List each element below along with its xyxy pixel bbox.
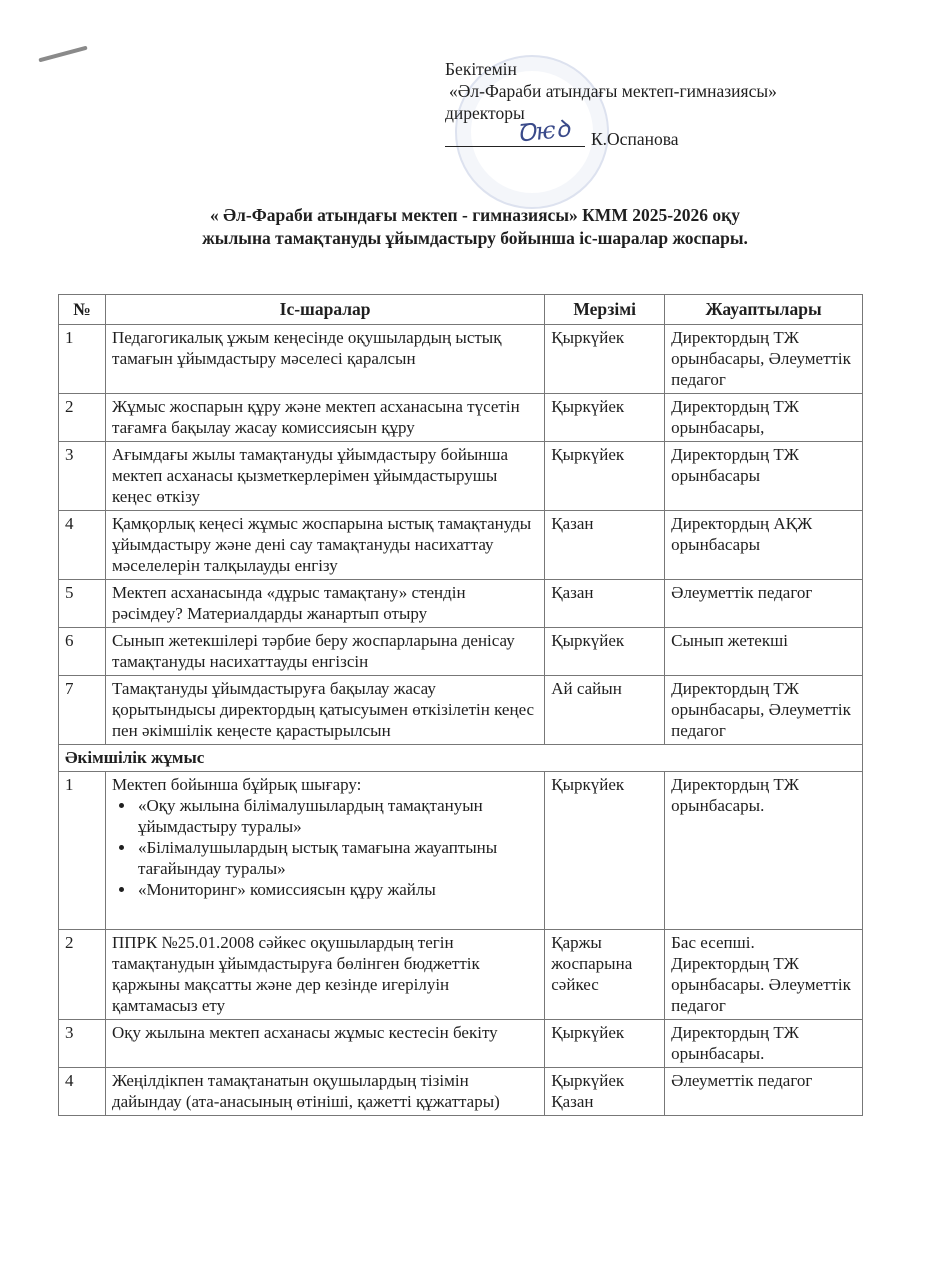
header-num: № <box>59 295 106 325</box>
approve-label: Бекітемін <box>445 59 517 79</box>
table-row <box>59 1020 863 1068</box>
list-item: • «Оқу жылына білімалушылардың тамақтануын ұйымдастыру туралы» <box>136 795 538 837</box>
signature-row <box>445 114 777 150</box>
row-term: Ай сайын <box>545 676 665 745</box>
table-row <box>59 325 863 394</box>
row-num: 5 <box>59 580 106 628</box>
table-row <box>59 1068 863 1116</box>
row-term: Қыркүйек <box>545 442 665 511</box>
header-responsible: Жауаптылары <box>665 295 863 325</box>
row-num: 1 <box>59 325 106 394</box>
approval-block <box>445 58 777 150</box>
row-responsible: Директордың ТЖ орынбасары. <box>665 772 863 930</box>
row-responsible: Әлеуметтік педагог <box>665 1068 863 1116</box>
row-activity: Ағымдағы жылы тамақтануды ұйымдастыру бойынша мектеп асханасы қызметкерлерімен ұйымдастырушы кеңес өткізу <box>105 442 544 511</box>
table-row <box>59 628 863 676</box>
row-activity: Педагогикалық ұжым кеңесінде оқушылардың ыстық тамағын ұйымдастыру мәселесі қаралсын <box>105 325 544 394</box>
row-activity: Жұмыс жоспарын құру және мектеп асханасына түсетін тағамға бақылау жасау комиссиясын құру <box>105 394 544 442</box>
header-activity: Іс-шаралар <box>105 295 544 325</box>
row-term: Қаржы жоспарына сәйкес <box>545 930 665 1020</box>
organization-name: «Әл-Фараби атындағы мектеп-гимназиясы» <box>449 81 777 101</box>
activity-plan-table <box>58 294 863 1116</box>
row-num: 3 <box>59 442 106 511</box>
signature: Ꝺѥꝺ <box>515 114 572 148</box>
row-num: 4 <box>59 1068 106 1116</box>
row-num: 1 <box>59 772 106 930</box>
row-responsible: Директордың АҚЖ орынбасары <box>665 511 863 580</box>
row-num: 2 <box>59 930 106 1020</box>
row-activity: Сынып жетекшілері тәрбие беру жоспарларына денісау тамақтануды насихаттауды енгізсін <box>105 628 544 676</box>
list-item: • «Мониторинг» комиссиясын құру жайлы <box>136 879 538 900</box>
pen-mark <box>38 46 87 63</box>
title-line-2: жылына тамақтануды ұйымдастыру бойынша іс-шаралар жоспары. <box>202 228 748 248</box>
section-header-admin <box>59 745 863 772</box>
order-list <box>112 795 538 900</box>
row-activity: Тамақтануды ұйымдастыруға бақылау жасау қорытындысы директордың қатысуымен өткізілетін кеңес пен әкімшілік кеңесте қарастырылсын <box>105 676 544 745</box>
table-row <box>59 930 863 1020</box>
row-term: Қазан <box>545 511 665 580</box>
table-row <box>59 442 863 511</box>
row-term: Қыркүйек <box>545 772 665 930</box>
row-responsible: Директордың ТЖ орынбасары, Әлеуметтік педагог <box>665 676 863 745</box>
row-activity: Жеңілдікпен тамақтанатын оқушылардың тізімін дайындау (ата-анасының өтініші, қажетті құжаттары) <box>105 1068 544 1116</box>
table-header-row <box>59 295 863 325</box>
row-responsible: Директордың ТЖ орынбасары <box>665 442 863 511</box>
row-term: Қыркүйек <box>545 325 665 394</box>
row-responsible: Директордың ТЖ орынбасары. <box>665 1020 863 1068</box>
row-activity <box>105 772 544 930</box>
row-num: 4 <box>59 511 106 580</box>
table-row <box>59 394 863 442</box>
director-position: директоры <box>445 103 525 123</box>
row-term: Қыркүйек <box>545 394 665 442</box>
row-term: Қыркүйек <box>545 628 665 676</box>
document-title <box>60 204 890 250</box>
row-num: 7 <box>59 676 106 745</box>
signature-line <box>445 146 585 147</box>
activity-intro: Мектеп бойынша бұйрық шығару: <box>111 775 362 794</box>
row-num: 6 <box>59 628 106 676</box>
section-title: Әкімшілік жұмыс <box>59 745 863 772</box>
table-row <box>59 676 863 745</box>
row-term: Қыркүйек <box>545 1020 665 1068</box>
row-activity: Мектеп асханасында «дұрыс тамақтану» стендін рәсімдеу? Материалдарды жанартып отыру <box>105 580 544 628</box>
table-row <box>59 772 863 930</box>
list-item: • «Білімалушылардың ыстық тамағына жауаптыны тағайындау туралы» <box>136 837 538 879</box>
signer-name: К.Оспанова <box>591 129 679 149</box>
header-term: Мерзімі <box>545 295 665 325</box>
row-activity: ППРК №25.01.2008 сәйкес оқушылардың тегін тамақтанудын ұйымдастыруға бөлінген бюджеттік қаржыны мақсатты және дер кезінде игерілуін қамтамасыз ету <box>105 930 544 1020</box>
row-activity: Оқу жылына мектеп асханасы жұмыс кестесін бекіту <box>105 1020 544 1068</box>
row-responsible: Сынып жетекші <box>665 628 863 676</box>
row-num: 2 <box>59 394 106 442</box>
title-line-1: « Әл-Фараби атындағы мектеп - гимназиясы» КММ 2025-2026 оқу <box>210 205 740 225</box>
table-row <box>59 580 863 628</box>
table-row <box>59 511 863 580</box>
row-term: Қазан <box>545 580 665 628</box>
row-responsible: Бас есепші. Директордың ТЖ орынбасары. Әлеуметтік педагог <box>665 930 863 1020</box>
row-num: 3 <box>59 1020 106 1068</box>
row-activity: Қамқорлық кеңесі жұмыс жоспарына ыстық тамақтануды ұйымдастыру және дені сау тамақтануды насихаттау мәселелерін талқылауды енгізу <box>105 511 544 580</box>
row-responsible: Әлеуметтік педагог <box>665 580 863 628</box>
row-term: Қыркүйек Қазан <box>545 1068 665 1116</box>
row-responsible: Директордың ТЖ орынбасары, <box>665 394 863 442</box>
row-responsible: Директордың ТЖ орынбасары, Әлеуметтік педагог <box>665 325 863 394</box>
